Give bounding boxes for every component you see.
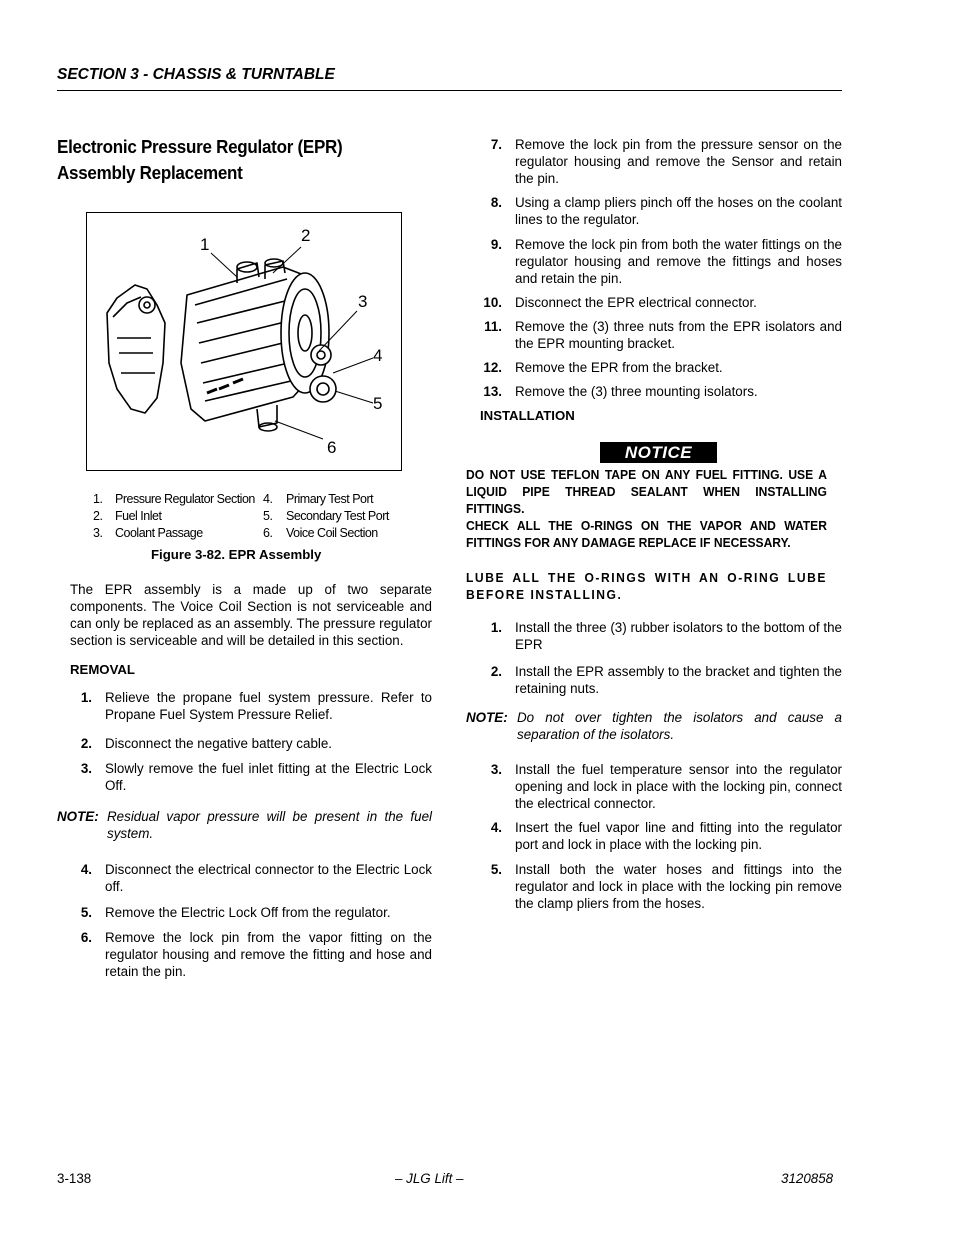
- legend-label-5: Secondary Test Port: [286, 509, 389, 523]
- install-step-num-5: 5.: [490, 862, 502, 877]
- removal-heading: REMOVAL: [70, 662, 135, 677]
- legend-num-5: 5.: [263, 509, 273, 523]
- removal-step-text-9: Remove the lock pin from both the water fittings on the regulator housing and remove the fittings and hoses and retain the pin.: [515, 237, 842, 286]
- legend-num-6: 6.: [263, 526, 273, 540]
- legend-label-2: Fuel Inlet: [115, 509, 162, 523]
- removal-step-text-6: Remove the lock pin from the vapor fitting on the regulator housing and remove the fitting and hose and retain the pin.: [105, 930, 432, 979]
- removal-step-num-9: 9.: [490, 237, 502, 252]
- removal-step-num-13: 13.: [483, 384, 502, 399]
- header-rule: [57, 90, 842, 91]
- notice-banner: NOTICE: [600, 442, 717, 463]
- intro-paragraph: The EPR assembly is a made up of two separate components. The Voice Coil Section is not serviceable and can only be replaced as an assembly. The pressure regulator section is serviceable and will be detailed in this section.: [70, 582, 432, 648]
- removal-step-text-4: Disconnect the electrical connector to the Electric Lock off.: [105, 862, 432, 894]
- removal-step-text-5: Remove the Electric Lock Off from the regulator.: [105, 905, 391, 920]
- figure-caption: Figure 3-82. EPR Assembly: [151, 547, 322, 562]
- removal-step-num-7: 7.: [490, 137, 502, 152]
- page-title: [57, 134, 407, 186]
- callout-6: 6: [327, 438, 337, 457]
- removal-step-text-12: Remove the EPR from the bracket.: [515, 360, 723, 375]
- section-header: SECTION 3 - CHASSIS & TURNTABLE: [57, 66, 335, 83]
- removal-step-text-3: Slowly remove the fuel inlet fitting at the Electric Lock Off.: [105, 761, 432, 793]
- callout-3: 3: [358, 292, 368, 311]
- install-step-text-3: Install the fuel temperature sensor into the regulator opening and lock in place with the locking pin, connect the electrical connector.: [515, 762, 842, 811]
- install-step-num-2: 2.: [490, 664, 502, 679]
- callout-5: 5: [373, 394, 383, 413]
- removal-note-label: NOTE:: [57, 809, 99, 824]
- install-step-text-2: Install the EPR assembly to the bracket and tighten the retaining nuts.: [515, 664, 842, 696]
- legend-num-3: 3.: [93, 526, 103, 540]
- notice-text-1: DO NOT USE TEFLON TAPE ON ANY FUEL FITTING. USE A LIQUID PIPE THREAD SEALANT WHEN INSTALLING FITTINGS.: [466, 468, 827, 516]
- removal-note-text: Residual vapor pressure will be present in the fuel system.: [107, 809, 432, 841]
- install-step-num-1: 1.: [490, 620, 502, 635]
- legend-num-1: 1.: [93, 492, 103, 506]
- removal-step-text-11: Remove the (3) three nuts from the EPR isolators and the EPR mounting bracket.: [515, 319, 842, 351]
- legend-num-2: 2.: [93, 509, 103, 523]
- title-line-1: Electronic Pressure Regulator (EPR): [57, 136, 343, 157]
- legend-label-4: Primary Test Port: [286, 492, 374, 506]
- removal-step-text-2: Disconnect the negative battery cable.: [105, 736, 333, 751]
- legend-num-4: 4.: [263, 492, 273, 506]
- install-step-text-5: Install both the water hoses and fittings into the regulator and lock in place with the locking pin remove the clamp pliers from the hoses.: [515, 862, 842, 911]
- legend-label-6: Voice Coil Section: [286, 526, 378, 540]
- removal-step-num-8: 8.: [490, 195, 502, 210]
- document-number: 3120858: [781, 1171, 834, 1186]
- removal-step-num-4: 4.: [80, 862, 92, 877]
- removal-step-text-13: Remove the (3) three mounting isolators.: [515, 384, 758, 399]
- callout-4: 4: [373, 346, 383, 365]
- removal-step-num-1: 1.: [80, 690, 92, 705]
- install-step-text-1: Install the three (3) rubber isolators to the bottom of the EPR: [515, 620, 842, 652]
- removal-step-text-10: Disconnect the EPR electrical connector.: [515, 295, 757, 310]
- footer-publisher: – JLG Lift –: [395, 1171, 464, 1186]
- removal-step-num-10: 10.: [483, 295, 502, 310]
- removal-step-num-2: 2.: [80, 736, 92, 751]
- epr-assembly-figure: [86, 212, 402, 471]
- removal-step-text-1: Relieve the propane fuel system pressure. Refer to Propane Fuel System Pressure Relief.: [105, 690, 432, 722]
- legend-label-3: Coolant Passage: [115, 526, 203, 540]
- removal-step-num-6: 6.: [80, 930, 92, 945]
- title-line-2: Assembly Replacement: [57, 162, 243, 183]
- install-step-text-4: Insert the fuel vapor line and fitting into the regulator port and lock in place with the locking pin.: [515, 820, 842, 852]
- removal-step-num-5: 5.: [80, 905, 92, 920]
- epr-assembly-illustration: [87, 213, 400, 469]
- removal-step-text-7: Remove the lock pin from the pressure sensor on the regulator housing and remove the Sensor and retain the pin.: [515, 137, 842, 186]
- removal-step-num-12: 12.: [483, 360, 502, 375]
- removal-step-num-11: 11.: [484, 319, 502, 334]
- notice-text-3: LUBE ALL THE O-RINGS WITH AN O-RING LUBE BEFORE INSTALLING.: [466, 571, 827, 602]
- install-note-label: NOTE:: [466, 710, 508, 725]
- notice-text-2: CHECK ALL THE O-RINGS ON THE VAPOR AND WATER FITTINGS FOR ANY DAMAGE REPLACE IF NECESSARY.: [466, 519, 827, 550]
- install-step-num-3: 3.: [490, 762, 502, 777]
- removal-step-num-3: 3.: [80, 761, 92, 776]
- page-number: 3-138: [57, 1171, 92, 1186]
- installation-heading: INSTALLATION: [480, 408, 575, 423]
- install-note-text: Do not over tighten the isolators and cause a separation of the isolators.: [517, 710, 842, 742]
- install-step-num-4: 4.: [490, 820, 502, 835]
- callout-2: 2: [301, 226, 311, 245]
- removal-step-text-8: Using a clamp pliers pinch off the hoses on the coolant lines to the regulator.: [515, 195, 842, 227]
- callout-1: 1: [200, 235, 210, 254]
- legend-label-1: Pressure Regulator Section: [115, 492, 255, 506]
